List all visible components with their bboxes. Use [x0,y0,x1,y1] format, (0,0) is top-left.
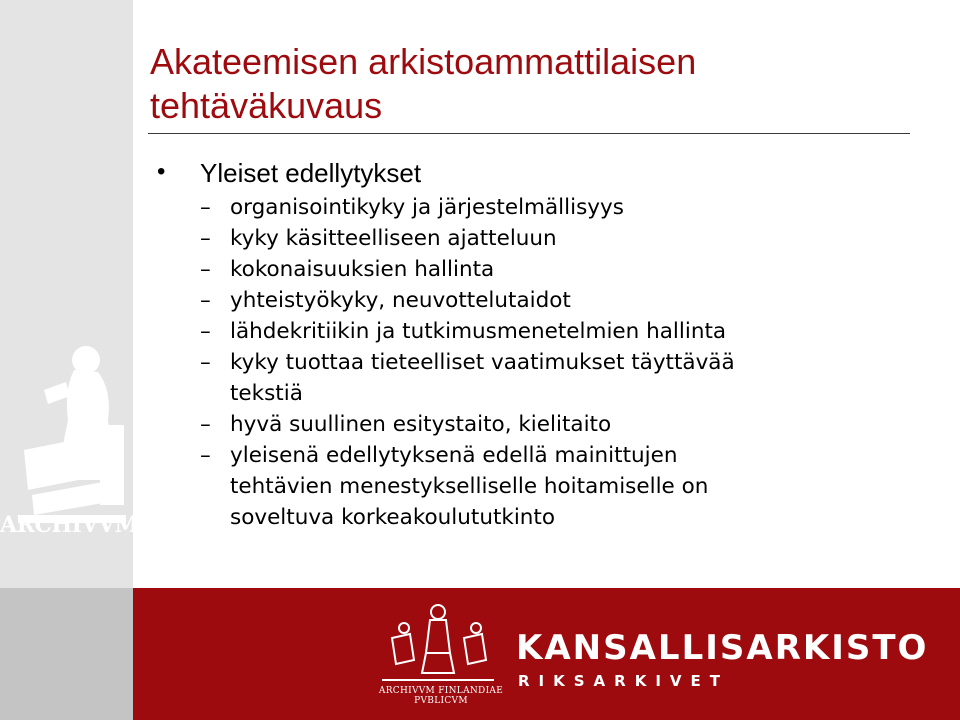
sub-item-line: kyky tuottaa tieteelliset vaatimukset täyttävää [230,350,735,375]
bullet-dot-icon: • [157,158,166,185]
sub-item-line: kyky käsitteelliseen ajatteluun [230,226,557,251]
bullet-label: Yleiset edellytykset [200,158,422,188]
sub-item [150,347,870,409]
slide-content [150,156,870,533]
sub-item [150,316,870,347]
sub-item-line: kokonaisuuksien hallinta [230,257,495,282]
dash-icon: – [200,350,211,375]
brand-name: KANSALLISARKISTO [516,628,929,668]
sub-item [150,409,870,440]
side-panel [0,0,139,588]
sub-item-line: tehtävien menestykselliselle hoitamiselle on [230,474,709,499]
sub-item-line: tekstiä [230,381,303,406]
sub-item-line: hyvä suullinen esitystaito, kielitaito [230,412,612,437]
footer-band [0,588,960,720]
sub-item-line: organisointikyky ja järjestelmällisyys [230,195,624,220]
sub-item-line: yhteistyökyky, neuvottelutaidot [230,288,571,313]
dash-icon: – [200,443,211,468]
dash-icon: – [200,195,211,220]
footer-grey-block [0,588,133,720]
sub-list [150,192,870,533]
dash-icon: – [200,412,211,437]
sub-item [150,440,870,533]
dash-icon: – [200,226,211,251]
brand-subname: RIKSARKIVET [518,672,730,690]
sub-item [150,192,870,223]
sub-item-line: yleisenä edellytyksenä edellä mainittujen [230,443,678,468]
slide-title: Akateemisen arkistoammattilaisen tehtäväkuvaus [150,41,697,126]
sub-item-line: soveltuva korkeakoulututkinto [230,505,556,530]
sub-item [150,285,870,316]
emblem-caption: ARCHIVVM FINLANDIAE PVBLICVM [378,686,504,706]
dash-icon: – [200,319,211,344]
sub-item-line: lähdekritiikin ja tutkimusmenetelmien hallinta [230,319,727,344]
sub-item [150,254,870,285]
dash-icon: – [200,288,211,313]
archive-emblem-icon [378,598,498,688]
side-logo-text: ARCHIVVM [0,512,139,538]
sub-item [150,223,870,254]
bullet-item [150,156,870,190]
title-divider [148,133,910,134]
dash-icon: – [200,257,211,282]
